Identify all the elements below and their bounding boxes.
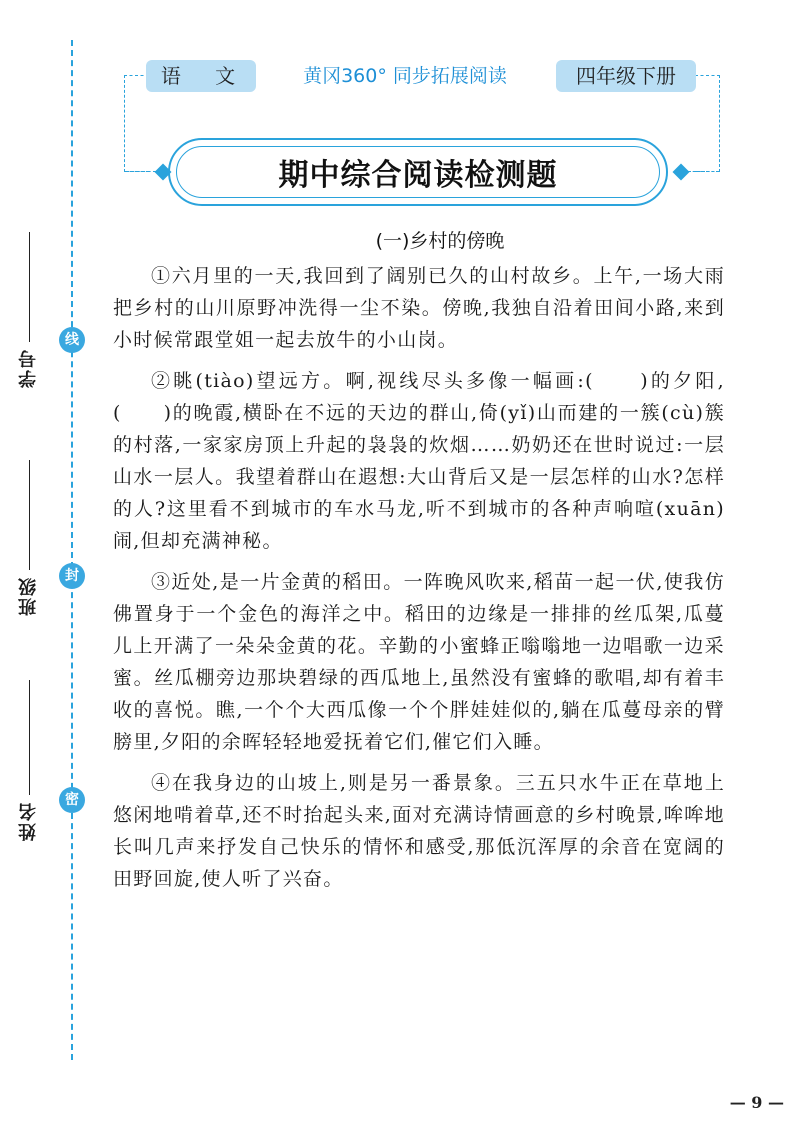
paragraph-1: ①六月里的一天,我回到了阔别已久的山村故乡。上午,一场大雨把乡村的山川原野冲洗得一尘不染。傍晚,我独自沿着田间小路,来到小时候常跟堂姐一起去放牛的小山岗。 <box>113 265 725 351</box>
student-id-label: 学号 <box>18 348 39 388</box>
reading-passage <box>113 260 725 904</box>
grade-tag: 四年级下册 <box>556 60 696 92</box>
name-blank[interactable] <box>29 680 30 795</box>
paragraph-3: ③近处,是一片金黄的稻田。一阵晚风吹来,稻苗一起一伏,使我仿佛置身于一个金色的海洋之中。稻田的边缘是一排排的丝瓜架,瓜蔓儿上开满了一朵朵金黄的花。辛勤的小蜜蜂正嗡嗡地一边唱歌一边采蜜。丝瓜棚旁边那块碧绿的西瓜地上,虽然没有蜜蜂的歌唱,却有着丰收的喜悦。瞧,一个个大西瓜像一个个胖娃娃似的,躺在瓜蔓母亲的臂膀里,夕阳的余晖轻轻地爱抚着它们,催它们入睡。 <box>113 571 725 753</box>
student-id-field[interactable] <box>14 232 44 388</box>
seal-line-badge: 线 <box>59 327 85 353</box>
section-title: (一)乡村的傍晚 <box>375 230 505 252</box>
series-name: 黄冈360° 同步拓展阅读 <box>303 65 507 87</box>
student-id-blank[interactable] <box>29 232 30 342</box>
page-number: — 9 — <box>729 1093 784 1112</box>
paragraph-2: ②眺(tiào)望远方。啊,视线尽头多像一幅画:( )的夕阳,( )的晚霞,横卧在不远的天边的群山,倚(yǐ)山而建的一簇(cù)簇的村落,一家家房顶上升起的袅袅的炊烟……奶奶还在世时说过:一层山水一层人。我望着群山在遐想:大山背后又是一层怎样的山水?怎样的人?这里看不到城市的车水马龙,听不到城市的各种声响喧(xuān)闹,但却充满神秘。 <box>113 370 725 552</box>
header-frame-right <box>695 75 720 172</box>
class-field[interactable] <box>14 460 44 616</box>
title-connector-left <box>126 171 156 172</box>
subject-tag: 语 文 <box>146 60 256 92</box>
diamond-right-icon <box>673 164 690 181</box>
name-field[interactable] <box>14 680 44 841</box>
seal-seal-badge: 封 <box>59 563 85 589</box>
page-title: 期中综合阅读检测题 <box>278 158 558 193</box>
class-label: 班级 <box>18 576 39 616</box>
title-connector-right <box>688 171 719 172</box>
class-blank[interactable] <box>29 460 30 570</box>
header-frame-left <box>124 75 149 172</box>
binding-dashed-line <box>71 40 73 1060</box>
name-label: 姓名 <box>18 801 39 841</box>
paragraph-4: ④在我身边的山坡上,则是另一番景象。三五只水牛正在草地上悠闲地啃着草,还不时抬起头来,面对充满诗情画意的乡村晚景,哞哞地长叫几声来抒发自己快乐的情怀和感受,那低沉浑厚的余音在宽阔的田野回旋,使人听了兴奋。 <box>113 772 725 890</box>
seal-secret-badge: 密 <box>59 787 85 813</box>
title-banner <box>168 138 668 206</box>
